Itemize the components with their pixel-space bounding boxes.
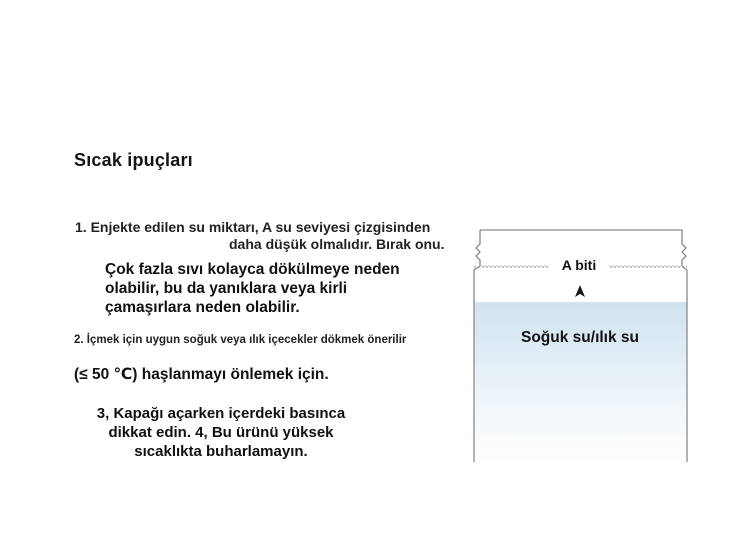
water-fill — [474, 302, 687, 462]
tip-1-text-line-2: daha düşük olmalıdır. Bırak onu. — [229, 236, 445, 252]
tip-1-detail: Çok fazla sıvı kolayca dökülmeye neden olabilir, bu da yanıklara veya kirli çamaşırlara neden olabilir. — [105, 261, 400, 316]
tip-1-text-line-1: 1. Enjekte edilen su miktarı, A su seviyesi çizgisinden — [75, 219, 431, 235]
tip-3-text: 3, Kapağı açarken içerdeki basınca dikkat edin. 4, Bu ürünü yüksek sıcaklıkta buharlamayın. — [96, 405, 346, 460]
water-label: Soğuk su/ılık su — [521, 329, 639, 346]
page-title: Sıcak ipuçları — [74, 150, 193, 170]
water-line-label: A biti — [549, 257, 609, 273]
tip-2-text: 2. İçmek için uygun soğuk veya ılık içecekler dökmek önerilir — [74, 334, 407, 346]
tip-2-detail: (≤ 50 ℃) haşlanmayı önlemek için. — [74, 366, 329, 383]
arrow-up-icon — [575, 285, 585, 297]
